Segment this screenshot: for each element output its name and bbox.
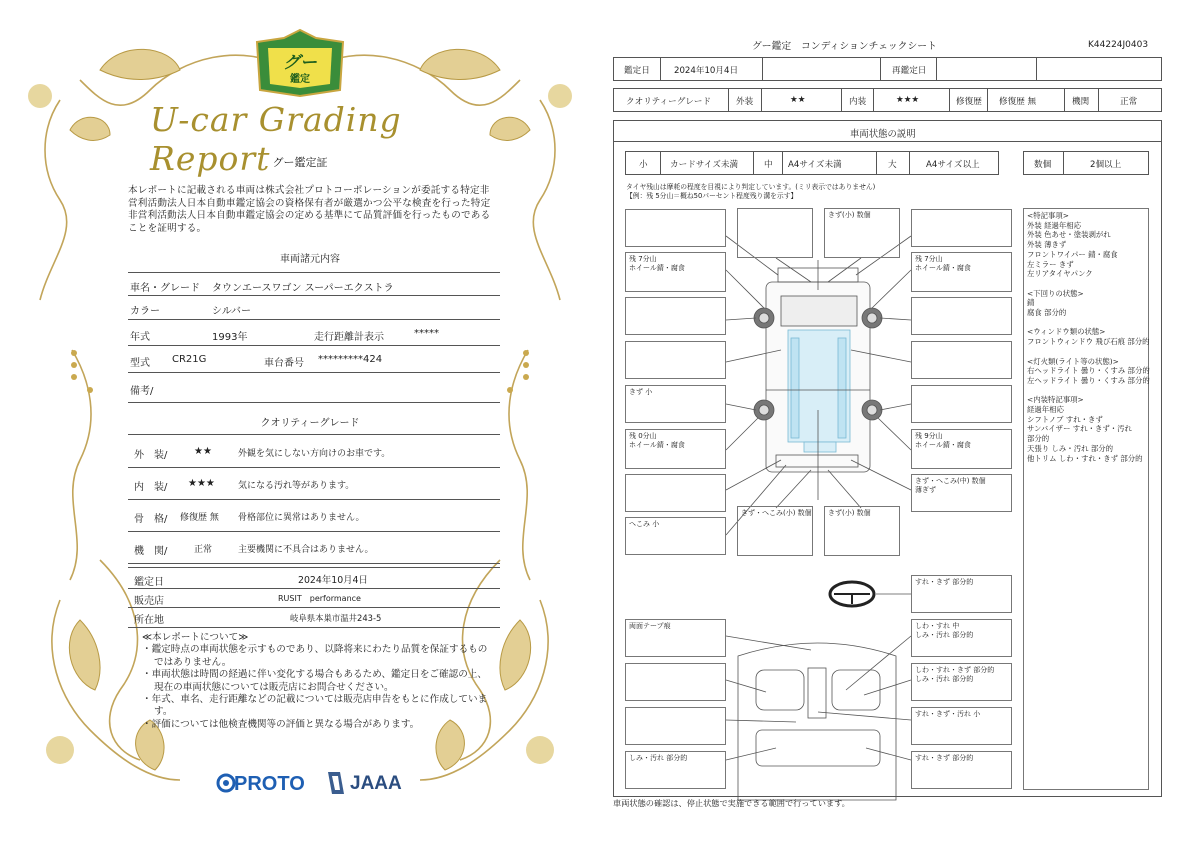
note-box-left-6: 残 0分山 ホイール錆・腐食 (625, 429, 726, 469)
script-title: U-car Grading Report (150, 100, 402, 178)
note-box-left-7 (625, 474, 726, 512)
note-box-top-mid-left (737, 208, 813, 258)
int-value: ★★★ (188, 478, 215, 489)
chassis-label: 車台番号 (264, 358, 304, 369)
goo-badge-bottom-text: 鑑定 (290, 74, 310, 85)
address-label: 所在地 (134, 615, 164, 626)
cert-title: グー鑑定証 (272, 156, 328, 169)
quality-title: クオリティーグレード (260, 418, 360, 429)
int-value: ★★★ (896, 95, 920, 105)
frame-label: 骨 格/ (134, 514, 168, 525)
note-box-left-4 (625, 341, 726, 379)
spec-row-remarks (128, 373, 500, 403)
quality-row-exterior (128, 436, 500, 468)
model-value: CR21G (172, 354, 207, 365)
note-box-left-5: きず 小 (625, 385, 726, 423)
size-small: 小 (639, 160, 648, 170)
note-box-right-4 (911, 341, 1012, 379)
name-value: タウンエースワゴン スーパーエクストラ (212, 283, 394, 294)
ext-label: 外 装/ (134, 450, 168, 461)
sheet-code: K44224J0403 (1088, 40, 1149, 50)
note-box-left-2: 残 7分山 ホイール錆・腐食 (625, 252, 726, 292)
repair-value: 修復歴 無 (999, 97, 1037, 107)
shop-row (128, 589, 500, 608)
appraisal-date-label: 鑑定日 (134, 577, 164, 588)
sheet-footer: 車両状態の確認は、停止状態で実施できる範囲で行っています。 (613, 798, 850, 808)
engine-label: 機 関/ (134, 546, 168, 557)
note-box-right-7: きず・へこみ(中) 数個 薄ぎず (911, 474, 1012, 512)
appraisal-date-value: 2024年10月4日 (298, 575, 368, 586)
note-box-int-right-3: しわ・すれ・きず 部分的 しみ・汚れ 部分的 (911, 663, 1012, 701)
goo-badge-top-text: グー (283, 53, 317, 73)
int-label: 内 装/ (134, 482, 168, 493)
jaaa-text: JAAA (350, 773, 402, 794)
grade-label: クオリティーグレード (626, 97, 712, 107)
note-box-int-right-4: すれ・きず・汚れ 小 (911, 707, 1012, 745)
address-value: 岐阜県本巣市温井243-5 (290, 613, 382, 623)
spec-row-color (128, 296, 500, 320)
ext-value: ★★ (194, 446, 212, 457)
year-label: 年式 (130, 332, 150, 343)
date-value: 2024年10月4日 (674, 66, 739, 76)
note-box-int-left-4 (625, 707, 726, 745)
size-large: 大 (888, 160, 897, 170)
year-value: 1993年 (212, 332, 248, 343)
note-box-left-1 (625, 209, 726, 247)
condition-check-sheet (606, 0, 1200, 848)
note-box-int-right-1: すれ・きず 部分的 (911, 575, 1012, 613)
repair-label: 修復歴 (956, 97, 982, 107)
mileage-label: 走行距離計表示 (314, 332, 384, 343)
reappraisal-label: 再鑑定日 (892, 66, 927, 76)
note-box-left-8: へこみ 小 (625, 517, 726, 555)
ext-label: 外装 (736, 97, 754, 107)
tire-note-1: タイヤ残山は摩耗の程度を目視により判定しています。(ミリ表示ではありません) (626, 183, 876, 191)
frame-desc: 骨格部位に異常はありません。 (238, 513, 365, 523)
color-label: カラー (130, 306, 160, 317)
note-box-right-3 (911, 297, 1012, 335)
ext-desc: 外観を気にしない方向けのお車です。 (238, 449, 391, 459)
state-title: 車両状態の説明 (850, 129, 916, 140)
spec-row-name (128, 272, 500, 296)
jaaa-mark-icon (326, 770, 346, 796)
quality-row-interior (128, 468, 500, 500)
note-box-int-right-5: すれ・きず 部分的 (911, 751, 1012, 789)
name-label: 車名・グレード (130, 283, 200, 294)
remarks-label: 備考/ (130, 386, 154, 397)
spec-title: 車両諸元内容 (280, 254, 340, 265)
engine-value: 正常 (194, 545, 213, 555)
note-box-top-mid-right: きず(小) 数個 (824, 208, 900, 258)
shop-value: RUSIT performance (278, 594, 361, 603)
address-row (128, 608, 500, 628)
note-box-left-3 (625, 297, 726, 335)
spec-row-model (128, 346, 500, 373)
count-desc: 2個以上 (1090, 160, 1122, 170)
engine-value: 正常 (1120, 97, 1138, 107)
frame-value: 修復歴 無 (180, 513, 219, 523)
special-notes-text: <特記事項> 外装 経過年相応 外装 色あせ・塗装剥がれ 外装 薄きず フロントワイパー 錆・腐食 左ミラー きず 左リアタイヤパンク <下回りの状態> 錆 腐食 部分的 <ウィンドウ類の状態> フロントウィンドウ 飛び石痕 部分的 <灯火類(ライト等の状態)> 右ヘッドライト 曇り・くすみ 部分的 左ヘッドライト 曇り・くすみ 部分的 <内装特記事項> 経過年相応 シフトノブ すれ・きず サンバイザー すれ・きず・汚れ 部分的 天張り しみ・汚れ 部分的 他トリム しわ・すれ・きず 部分的 (1027, 211, 1150, 463)
note-box-int-left-5: しみ・汚れ 部分的 (625, 751, 726, 789)
engine-label: 機関 (1072, 97, 1090, 107)
note-box-right-1 (911, 209, 1012, 247)
disclaimer-item: ・評価については他検査機関等の評価と異なる場合があります。 (142, 718, 420, 730)
disclaimer-item: ・車両状態は時間の経過に伴い変化する場合もあるため、鑑定日をご確認の上、現在の車両状態については販売店にお問合せください。 (142, 669, 487, 693)
note-box-bot-mid-left: きず・へこみ(小) 数個 (737, 506, 813, 556)
cert-intro: 本レポートに記載される車両は株式会社プロトコーポレーションが委託する特定非営利活動法人日本自動車鑑定協会の資格保有者が厳選かつ公平な検査を行った特定非営利活動法人日本自動車鑑定協会の定める基準にて品質評価を行ったものであることを証明する。 (128, 185, 491, 234)
date-label: 鑑定日 (624, 66, 650, 76)
note-box-right-6: 残 9分山 ホイール錆・腐食 (911, 429, 1012, 469)
color-value: シルバー (212, 306, 252, 317)
sheet-title: グー鑑定 コンディションチェックシート (752, 41, 937, 52)
quality-row-engine (128, 532, 500, 564)
appraisal-date-row (128, 567, 500, 589)
note-box-int-right-2: しわ・すれ 中 しみ・汚れ 部分的 (911, 619, 1012, 657)
int-label: 内装 (849, 97, 867, 107)
size-small-desc: カードサイズ未満 (670, 160, 739, 170)
note-box-int-left-3 (625, 663, 726, 701)
proto-text: PROTO (234, 773, 305, 795)
note-box-int-left-2: 両面テープ痕 (625, 619, 726, 657)
count-label: 数個 (1034, 160, 1052, 170)
shop-label: 販売店 (134, 596, 164, 607)
size-mid-desc: A4サイズ未満 (788, 160, 842, 170)
quality-top-line (128, 434, 500, 435)
model-label: 型式 (130, 358, 150, 369)
quality-row-frame (128, 500, 500, 532)
disclaimer (142, 632, 492, 731)
disclaimer-item: ・年式、車名、走行距離などの記載については販売店申告をもとに作成しています。 (142, 694, 488, 718)
disclaimer-item: ・鑑定時点の車両状態を示すものであり、以降将来にわたり品質を保証するものではありません。 (142, 644, 488, 668)
chassis-value: *********424 (318, 354, 383, 365)
note-box-right-2: 残 7分山 ホイール錆・腐食 (911, 252, 1012, 292)
tire-note-2: 【例：残 5分山＝概ね50パーセント程度残り溝を示す】 (626, 192, 798, 200)
mileage-value: ***** (414, 328, 439, 339)
engine-desc: 主要機関に不具合はありません。 (238, 545, 374, 555)
note-box-bot-mid-right: きず(小) 数個 (824, 506, 900, 556)
disclaimer-title: ≪本レポートについて≫ (142, 632, 249, 643)
ext-value: ★★ (790, 95, 806, 105)
int-desc: 気になる汚れ等があります。 (238, 481, 355, 491)
note-box-right-5 (911, 385, 1012, 423)
size-mid: 中 (764, 160, 773, 170)
size-large-desc: A4サイズ以上 (926, 160, 980, 170)
spec-row-year (128, 320, 500, 346)
